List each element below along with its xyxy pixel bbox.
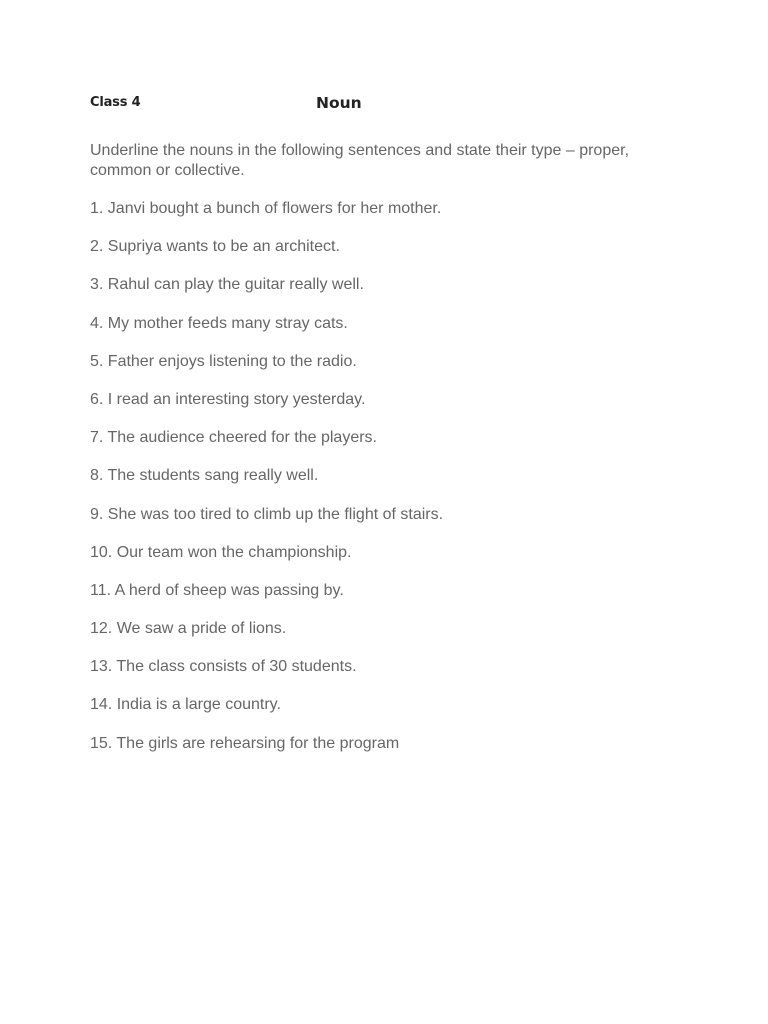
page-title: Noun — [316, 94, 362, 112]
sentence-item: 6. I read an interesting story yesterday. — [90, 390, 366, 408]
instructions-text: Underline the nouns in the following sentences and state their type – proper, common or collective. — [90, 142, 630, 179]
sentence-item: 10. Our team won the championship. — [90, 543, 352, 561]
sentence-item: 3. Rahul can play the guitar really well. — [90, 276, 364, 294]
sentence-item: 9. She was too tired to climb up the flight of stairs. — [90, 505, 444, 523]
sentence-item: 11. A herd of sheep was passing by. — [90, 581, 344, 599]
sentence-item: 15. The girls are rehearsing for the program — [90, 734, 400, 752]
sentence-item: 2. Supriya wants to be an architect. — [90, 238, 340, 256]
sentence-item: 8. The students sang really well. — [90, 467, 319, 485]
sentence-item: 1. Janvi bought a bunch of flowers for her mother. — [90, 200, 442, 217]
sentence-list — [90, 199, 443, 772]
class-label: Class 4 — [90, 95, 141, 110]
sentence-item: 4. My mother feeds many stray cats. — [90, 314, 348, 332]
sentence-item: 5. Father enjoys listening to the radio. — [90, 352, 357, 370]
sentence-item: 12. We saw a pride of lions. — [90, 620, 287, 638]
sentence-item: 7. The audience cheered for the players. — [90, 429, 377, 447]
sentence-item: 14. India is a large country. — [90, 696, 281, 714]
sentence-item: 13. The class consists of 30 students. — [90, 658, 357, 676]
